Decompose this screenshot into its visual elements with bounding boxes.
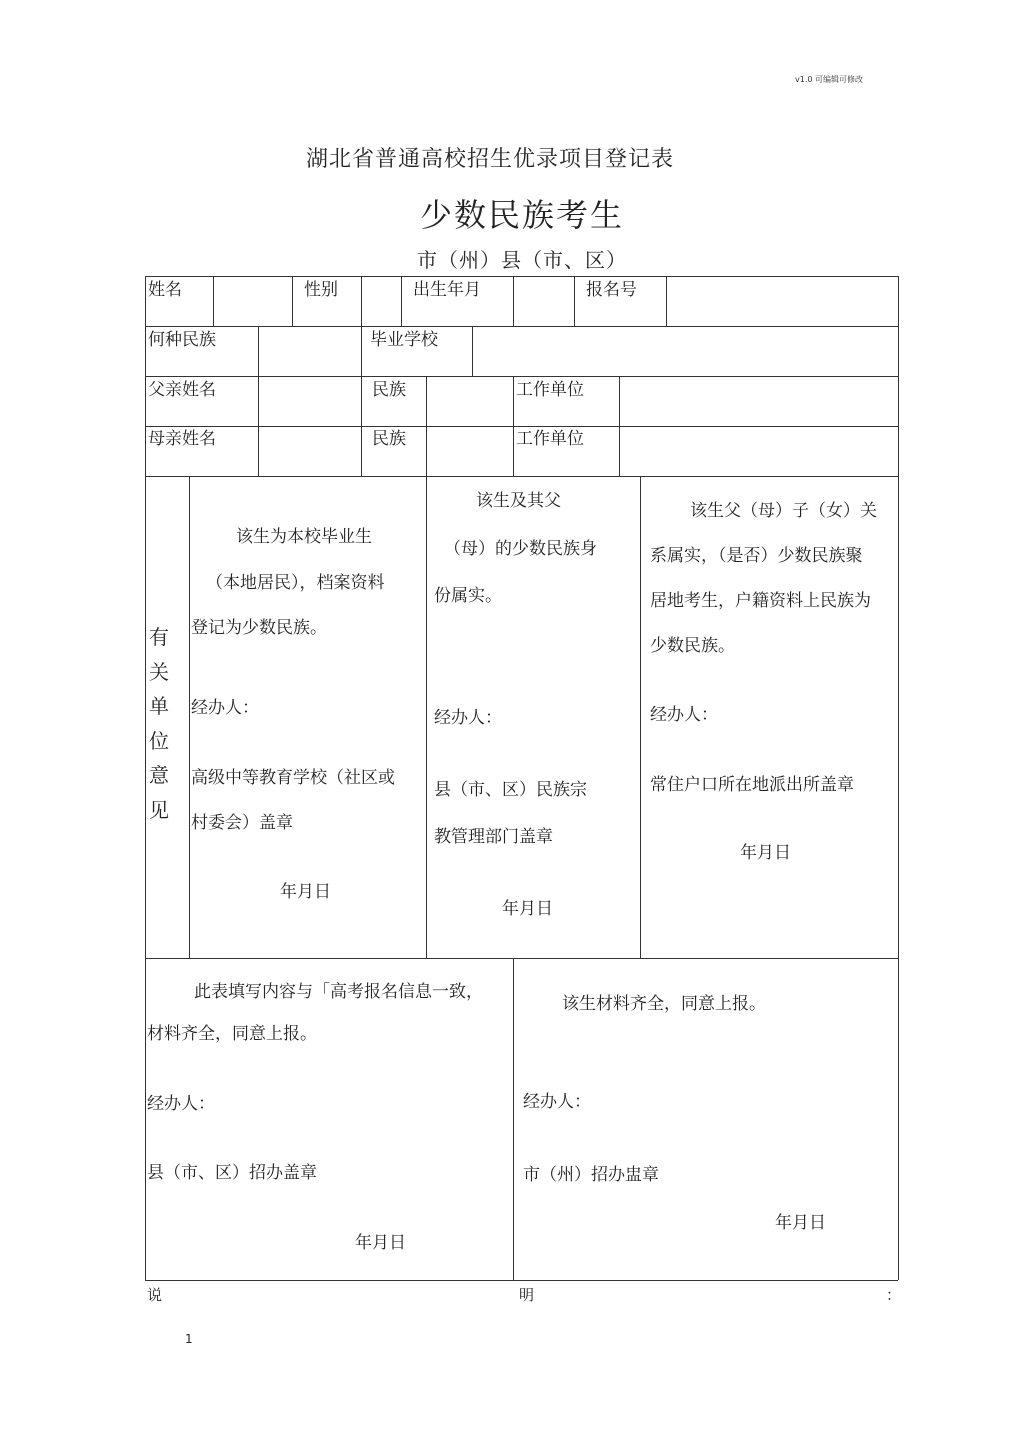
police-opinion-line: 系属实，（是否）少数民族聚 <box>650 546 863 566</box>
cell-divider <box>189 476 190 958</box>
gender-label: 性别 <box>304 280 338 300</box>
city-handler-label: 经办人： <box>523 1092 591 1112</box>
cell-divider <box>361 276 362 326</box>
police-opinion-line: 居地考生，户籍资料上民族为 <box>650 591 871 611</box>
police-opinion-line: 少数民族。 <box>650 636 735 656</box>
school-opinion-line: （本地居民），档案资料 <box>206 573 385 593</box>
name-label: 姓名 <box>148 280 182 300</box>
side-char: 关 <box>149 659 169 684</box>
birth-label: 出生年月 <box>413 280 481 300</box>
ethnic-opinion-line: （母）的少数民族身 <box>444 539 597 559</box>
cell-divider <box>426 376 427 476</box>
cell-divider <box>213 276 214 326</box>
cell-divider <box>619 376 620 476</box>
ethnic-stamp-line: 县（市、区）民族宗 <box>434 780 587 800</box>
row-divider <box>145 958 898 959</box>
ethnic-handler-label: 经办人： <box>434 708 502 728</box>
police-date: 年月日 <box>740 843 791 863</box>
school-label: 毕业学校 <box>370 330 438 350</box>
notes-label-ming: 明 <box>519 1286 535 1304</box>
cell-divider <box>258 326 259 376</box>
side-char: 位 <box>149 728 169 753</box>
table-border-right <box>898 276 899 1280</box>
cell-divider <box>640 476 641 958</box>
form-subtitle: 少数民族考生 <box>419 196 624 234</box>
ethnic-stamp-line: 教管理部门盖章 <box>434 827 553 847</box>
page-number: 1 <box>185 1332 193 1346</box>
cell-divider <box>574 276 575 326</box>
notes-label-colon: ： <box>886 1286 902 1304</box>
county-stamp-line: 县（市、区）招办盖章 <box>147 1163 317 1183</box>
mother-ethnicity-label: 民族 <box>372 429 406 449</box>
school-stamp-line: 高级中等教育学校（社区或 <box>191 768 395 788</box>
cell-divider <box>361 376 362 476</box>
police-stamp-line: 常住户口所在地派出所盖章 <box>650 775 854 795</box>
cell-divider <box>513 276 514 326</box>
cell-divider <box>258 376 259 476</box>
city-stamp-line: 市（州）招办盅章 <box>523 1165 659 1185</box>
cell-divider <box>426 476 427 958</box>
cell-divider <box>401 276 402 326</box>
father-ethnicity-label: 民族 <box>372 380 406 400</box>
cell-divider <box>666 276 667 326</box>
side-char: 单 <box>149 694 169 718</box>
county-handler-label: 经办人： <box>147 1094 215 1114</box>
table-border-bottom <box>145 1280 898 1281</box>
ethnicity-label: 何种民族 <box>148 330 216 350</box>
county-date: 年月日 <box>355 1233 406 1253</box>
row-divider <box>145 476 898 477</box>
city-opinion-line: 该生材料齐全，同意上报。 <box>562 994 766 1014</box>
county-opinion-line: 材料齐全，同意上报。 <box>147 1024 317 1044</box>
city-date: 年月日 <box>775 1213 826 1233</box>
police-handler-label: 经办人： <box>650 705 718 725</box>
cell-divider <box>361 326 362 376</box>
cell-divider <box>513 376 514 476</box>
cell-divider <box>513 958 514 1280</box>
form-title: 湖北省普通高校招生优录项目登记表 <box>305 147 674 172</box>
ethnic-opinion-line: 份属实。 <box>434 586 502 606</box>
father-work-label: 工作单位 <box>516 380 584 400</box>
school-handler-label: 经办人： <box>191 698 259 718</box>
school-stamp-line: 村委会）盖章 <box>191 813 293 833</box>
side-char: 见 <box>149 797 169 822</box>
reg-no-label: 报名号 <box>586 280 637 300</box>
county-opinion-line: 此表填写内容与「高考报名信息一致， <box>194 982 483 1002</box>
father-name-label: 父亲姓名 <box>148 380 216 400</box>
side-char: 意 <box>149 763 169 787</box>
opinions-side-label <box>148 620 170 827</box>
region-line: 市（州）县（市、区） <box>417 248 627 272</box>
ethnic-opinion-line: 该生及其父 <box>476 491 561 511</box>
cell-divider <box>292 276 293 326</box>
side-char: 有 <box>149 625 169 649</box>
table-border-top <box>145 276 898 277</box>
notes-label-shuo: 说 <box>147 1286 163 1304</box>
school-opinion-line: 该生为本校毕业生 <box>236 527 372 547</box>
police-opinion-line: 该生父（母）子（女）关 <box>690 501 877 521</box>
table-border-left <box>145 276 146 1280</box>
ethnic-date: 年月日 <box>502 899 553 919</box>
school-opinion-line: 登记为少数民族。 <box>191 618 327 638</box>
cell-divider <box>472 326 473 376</box>
mother-work-label: 工作单位 <box>516 429 584 449</box>
school-date: 年月日 <box>280 882 331 902</box>
mother-name-label: 母亲姓名 <box>148 429 216 449</box>
version-note: v1.0 可编辑可修改 <box>795 75 863 84</box>
